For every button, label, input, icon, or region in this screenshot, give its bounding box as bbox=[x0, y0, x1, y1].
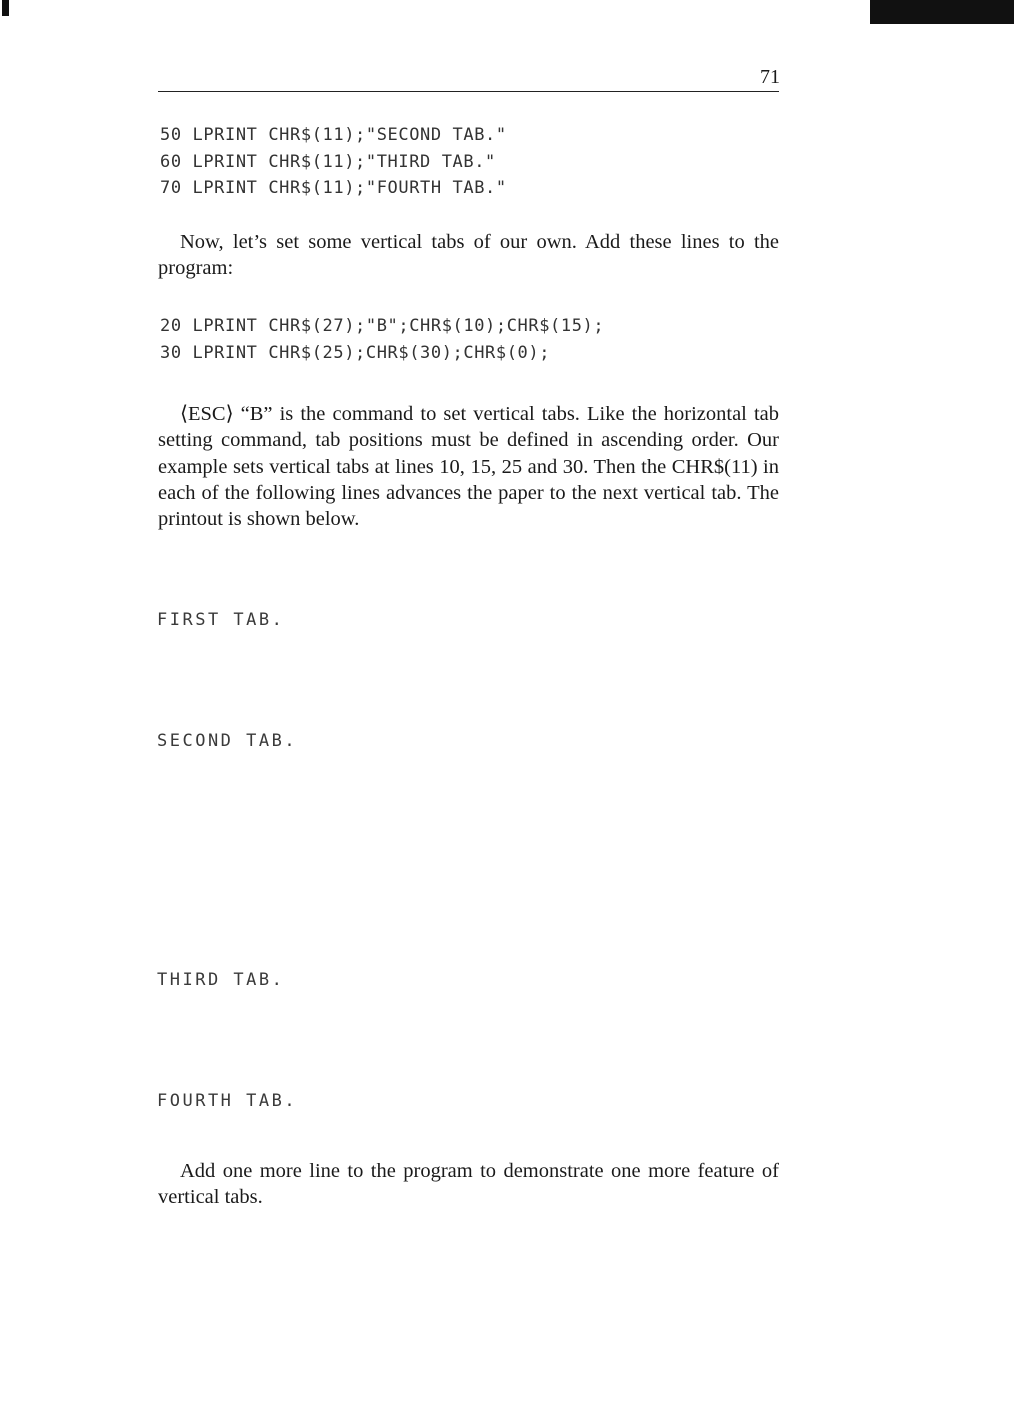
code-listing-set-vertical-tabs bbox=[160, 313, 604, 366]
printout-fourth-tab: FOURTH TAB. bbox=[157, 1091, 298, 1111]
paragraph-text: ⟨ESC⟩ “B” is the command to set vertical tabs. Like the horizontal tab setting command, tab positions must be defined in ascending order. Our example sets vertical tabs at lines 10, 15, 25 and 30. Then the CHR$(11) in each of the following lines advances the paper to the next vertical tab. The printout is shown below. bbox=[158, 403, 779, 531]
paragraph-text: Now, let’s set some vertical tabs of our own. Add these lines to the program: bbox=[158, 231, 779, 280]
printout-first-tab: FIRST TAB. bbox=[157, 610, 285, 630]
paragraph-add-lines bbox=[158, 229, 779, 282]
page-number: 71 bbox=[760, 66, 780, 88]
scan-corner-mark-left bbox=[2, 0, 9, 16]
code-line: 50 LPRINT CHR$(11);"SECOND TAB." bbox=[160, 125, 507, 145]
code-line: 30 LPRINT CHR$(25);CHR$(30);CHR$(0); bbox=[160, 342, 551, 363]
code-line: 20 LPRINT CHR$(27);"B";CHR$(10);CHR$(15); bbox=[160, 316, 605, 336]
scan-corner-mark-right bbox=[870, 0, 1014, 24]
printout-third-tab: THIRD TAB. bbox=[157, 970, 285, 990]
paragraph-text: Add one more line to the program to demonstrate one more feature of vertical tabs. bbox=[158, 1160, 779, 1209]
printout-second-tab: SECOND TAB. bbox=[157, 731, 298, 751]
paragraph-one-more-feature bbox=[158, 1158, 779, 1211]
header-rule bbox=[158, 91, 779, 92]
paragraph-esc-b-explanation bbox=[158, 401, 779, 532]
code-listing-tab-lines bbox=[160, 122, 507, 202]
code-line: 70 LPRINT CHR$(11);"FOURTH TAB." bbox=[160, 178, 507, 198]
code-line: 60 LPRINT CHR$(11);"THIRD TAB." bbox=[160, 151, 496, 172]
